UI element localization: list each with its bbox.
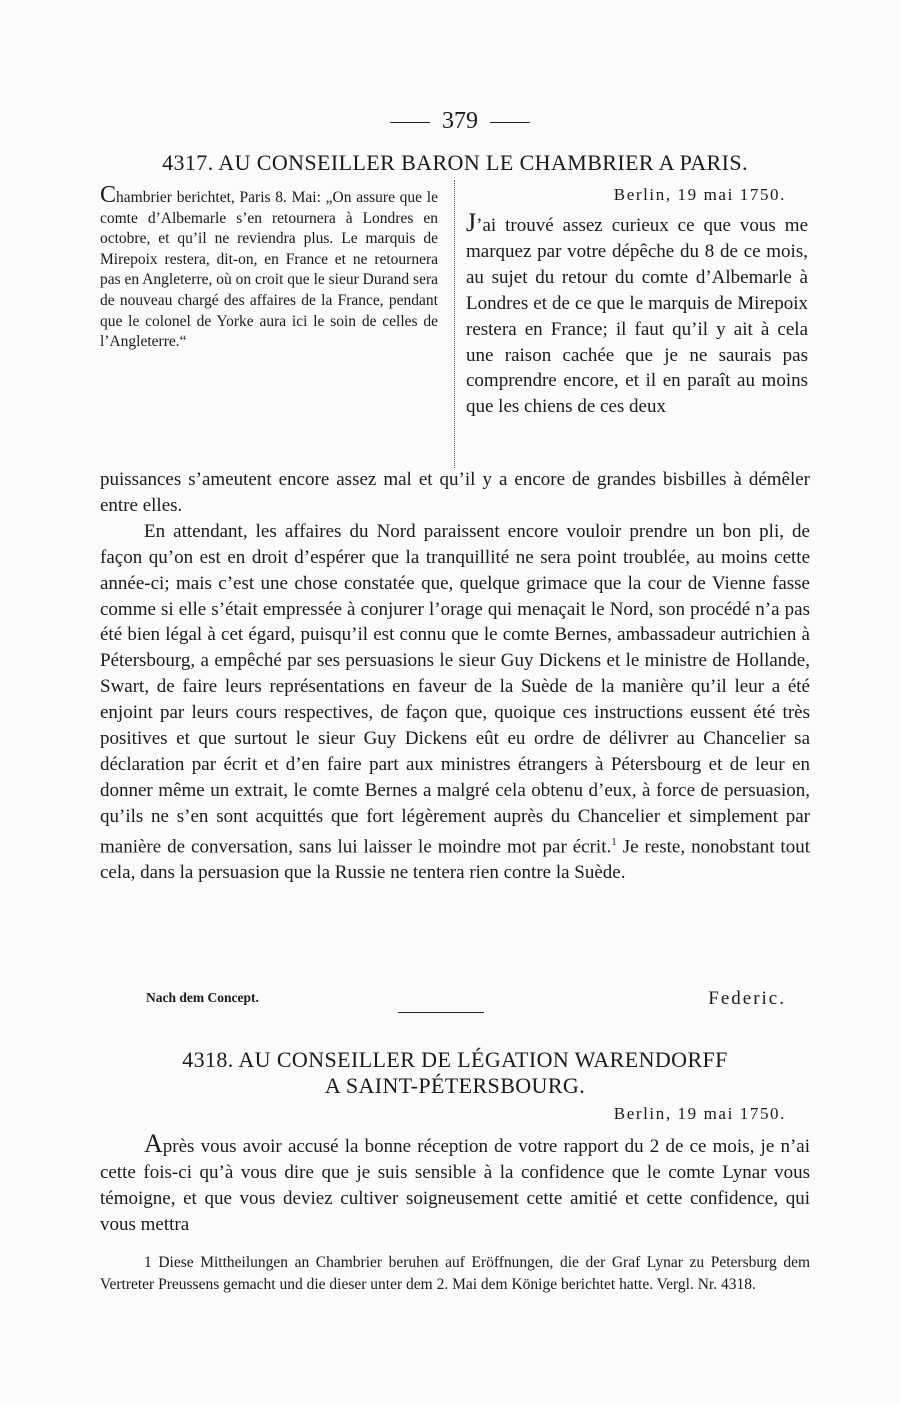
section-heading-4317: 4317. AU CONSEILLER BARON LE CHAMBRIER A PARIS. [162, 150, 748, 175]
summary-dropcap: C [100, 182, 117, 208]
footnote-reference: 1 [611, 835, 617, 848]
section-heading-4318-line1: 4318. AU CONSEILLER DE LÉGATION WARENDORFF [182, 1047, 728, 1072]
document-page [100, 0, 810, 1404]
letter-continuation: puissances s’ameutent encore assez mal et qu’il y a encore de grandes bisbilles à démêler entre elles. [100, 469, 810, 516]
footnote-marker: 1 [144, 1254, 152, 1271]
summary-text: hambrier berichtet, Paris 8. Mai: „On assure que le comte d’Albemarle s’en retournera à Londres en octobre, et qu’il ne reviendra plus. Le marquis de Mirepoix restera, dit-on, en France et ne retournera pas en Angleterre, où on croit que le sieur Durand sera de nouveau chargé des affaires de la France, pendant que le colonel de Yorke aura ici le soin de celles de l’Angleterre.“ [100, 189, 438, 351]
letter-4318-dropcap: A [144, 1129, 163, 1158]
summary-note [100, 182, 438, 353]
letter-dropcap: J [466, 208, 477, 237]
letter-body [100, 467, 810, 886]
section-heading-4318-line2: A SAINT-PÉTERSBOURG. [324, 1073, 586, 1098]
page-number-text: 379 [442, 108, 478, 134]
letter-opening-text: ’ai trouvé assez curieux ce que vous me marquez par votre dépêche du 8 de ce mois, au sujet du retour du comte d’Albemarle à Londres et de ce que le marquis de Mirepoix restera en France; il faut qu’il y ait à cela une raison cachée que je ne saurais pas comprendre encore, et il en paraît au moins que les chiens de ces deux [466, 215, 808, 418]
letter-4318-paragraph [100, 1131, 810, 1238]
letter-4318-text: près vous avoir accusé la bonne réception de votre rapport du 2 de ce mois, je n’ai cette fois-ci qu’à vous dire que je suis sensible à la confidence que le comte Lynar vous témoigne, et que vous deviez cultiver soigneusement cette amitié et cette confidence, qui vous mettra [100, 1136, 810, 1235]
footnote-text: Diese Mittheilungen an Chambrier beruhen auf Eröffnungen, die der Graf Lynar zu Petersburg dem Vertreter Preussens gemacht und die dieser unter dem 2. Mai dem Könige berichtet hatte. Vergl. Nr. 4318. [100, 1254, 810, 1293]
page-number-dash-right [490, 122, 530, 123]
signature: Federic. [708, 988, 786, 1009]
letter-opening-column [466, 210, 808, 420]
dateline-4318: Berlin, 19 mai 1750. [613, 1104, 786, 1123]
letter-paragraph-2 [100, 519, 810, 886]
page-number-dash-left [390, 122, 430, 123]
column-divider [454, 180, 455, 468]
source-note: Nach dem Concept. [146, 990, 259, 1005]
page-number [100, 106, 820, 136]
paragraph-2-main: En attendant, les affaires du Nord paraissent encore vouloir prendre un bon pli, de façon qu’on est en droit d’espérer que la tranquillité ne sera point troublée, au moins cette année-ci; mais c’est une chose constatée que, quelque grimace que la cour de Vienne fasse comme si elle s’était empressée à conjurer l’orage qui menaçait le Nord, son procédé n’a pas été bien légal à cet égard, puisqu’il est connu que le comte Bernes, ambassadeur autrichien à Pétersbourg, a empêché par ses persuasions le sieur Guy Dickens et le ministre de Hollande, Swart, de faire leurs représentations en faveur de la Suède de la manière qu’il leur a été enjoint par leurs cours respectives, de façon que, quoique ces instructions eussent été très positives et que surtout le sieur Guy Dickens eût eu ordre de délivrer au Chancelier sa déclaration par écrit et d’en faire part aux ministres étrangers à Pétersbourg et de leur en donner même un extrait, le comte Bernes a malgré cela obtenu d’eux, à force de persuasion, qu’ils ne s’en sont acquittés que fort légèrement auprès du Chancelier et simplement par manière de conversation, sans lui laisser le moindre mot par écrit. [100, 520, 810, 858]
footnote [100, 1252, 810, 1295]
dateline-4317: Berlin, 19 mai 1750. [613, 185, 786, 204]
section-separator-rule [398, 1012, 484, 1013]
paragraph-2-end: Je reste, nonobstant tout cela, dans la persuasion que la Russie ne tentera rien contre la Suède. [100, 836, 810, 883]
